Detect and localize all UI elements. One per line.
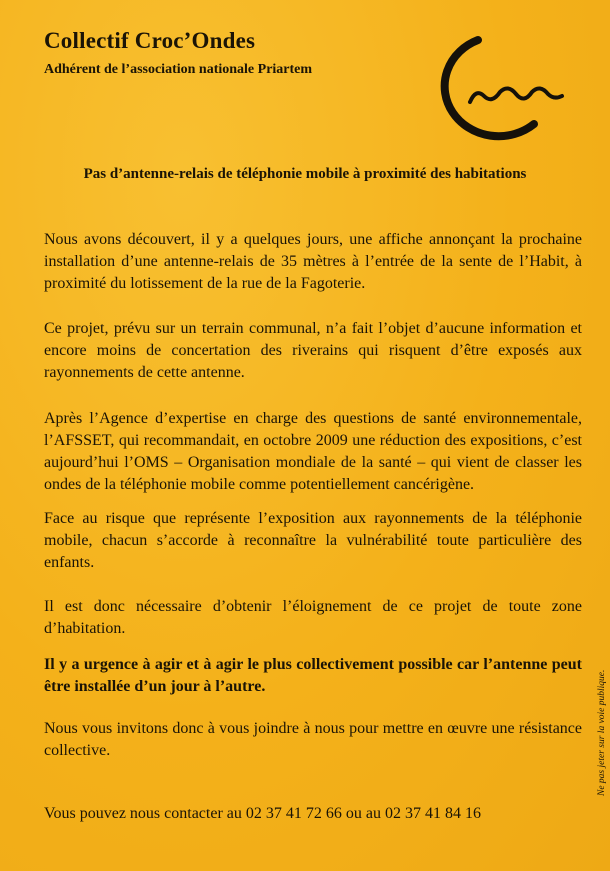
org-subtitle: Adhérent de l’association nationale Priartem [44, 62, 313, 77]
croc-ondes-logo-icon [412, 32, 574, 144]
paragraph-health-agencies: Après l’Agence d’expertise en charge des questions de santé environnementale, l’AFSSET, qui recommandait, en octobre 2009 une réduction des expositions, c’est aujourd’hui l’OMS – Organisation mondiale de la santé – qui vient de classer les ondes de la téléphonie mobile comme potentiellement cancérigène. [44, 410, 582, 493]
paragraph-discovery: Nous avons découvert, il y a quelques jours, une affiche annonçant la prochaine installation d’une antenne-relais de 35 mètres à l’entrée de la sente de l’Habit, à proximité du lotissement de la rue de la Fagoterie. [44, 231, 582, 292]
paragraph-distance: Il est donc nécessaire d’obtenir l’éloignement de ce projet de toute zone d’habitation. [44, 598, 582, 637]
paragraph-invitation: Nous vous invitons donc à vous joindre à nous pour mettre en œuvre une résistance collective. [44, 720, 582, 759]
paragraph-urgency: Il y a urgence à agir et à agir le plus collectivement possible car l’antenne peut être installée d’un jour à l’autre. [44, 656, 582, 695]
side-note: Ne pas jeter sur la voie publique. [597, 669, 607, 796]
logo-arc [445, 40, 534, 136]
logo-wave [470, 88, 562, 102]
paragraph-children-risk: Face au risque que représente l’exposition aux rayonnements de la téléphonie mobile, chacun s’accorde à reconnaître la vulnérabilité toute particulière des enfants. [44, 510, 582, 571]
contact-line: Vous pouvez nous contacter au 02 37 41 72 66 ou au 02 37 41 84 16 [44, 805, 481, 822]
org-name: Collectif Croc’Ondes [44, 28, 256, 53]
paragraph-project: Ce projet, prévu sur un terrain communal, n’a fait l’objet d’aucune information et encore moins de concertation des riverains qui risquent d’être exposés aux rayonnements de cette antenne. [44, 320, 582, 381]
headline: Pas d’antenne-relais de téléphonie mobile à proximité des habitations [83, 166, 527, 182]
